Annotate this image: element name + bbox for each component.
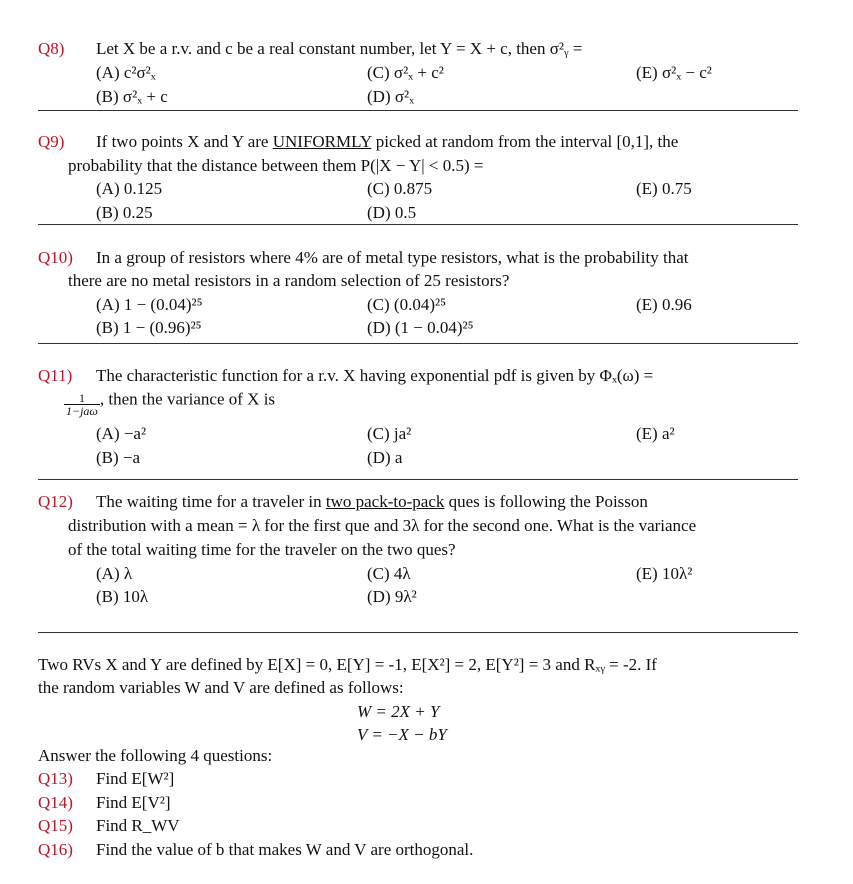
equation-v: V = −X − bY bbox=[357, 725, 447, 744]
q8-option-b: (B) σ²ₓ + c bbox=[96, 87, 168, 106]
q9-option-b: (B) 0.25 bbox=[96, 203, 153, 222]
q12-option-b: (B) 10λ bbox=[96, 587, 149, 606]
q12-option-a: (A) λ bbox=[96, 564, 133, 583]
group-intro-line1: Two RVs X and Y are defined by E[X] = 0, E[Y] = -1, E[X²] = 2, E[Y²] = 3 and Rₓᵧ = -2. If bbox=[38, 655, 657, 674]
q12-option-d: (D) 9λ² bbox=[367, 587, 417, 606]
q13-text: Find E[W²] bbox=[96, 769, 175, 788]
q9-option-e: (E) 0.75 bbox=[636, 179, 692, 198]
q9-option-c: (C) 0.875 bbox=[367, 179, 433, 198]
divider bbox=[38, 224, 798, 225]
q11-fraction-denominator: 1−jaω bbox=[66, 404, 98, 418]
q12-text-line3: of the total waiting time for the traveler on the two ques? bbox=[68, 540, 456, 559]
q11-option-a: (A) −a² bbox=[96, 424, 147, 443]
divider bbox=[38, 343, 798, 344]
q8-option-e: (E) σ²ₓ − c² bbox=[636, 63, 712, 82]
q10-option-a: (A) 1 − (0.04)²⁵ bbox=[96, 295, 203, 314]
q11-option-c: (C) ja² bbox=[367, 424, 412, 443]
q10-option-b: (B) 1 − (0.96)²⁵ bbox=[96, 318, 202, 337]
q12-text-post: ques is following the Poisson bbox=[444, 492, 648, 511]
q11-text-line2 bbox=[64, 388, 276, 418]
q10-option-c: (C) (0.04)²⁵ bbox=[367, 295, 447, 314]
q11-fraction bbox=[64, 392, 100, 417]
q8-option-a: (A) c²σ²ₓ bbox=[96, 63, 156, 82]
q12-option-c: (C) 4λ bbox=[367, 564, 411, 583]
q11-fraction-numerator: 1 bbox=[78, 391, 85, 405]
divider bbox=[38, 479, 798, 480]
q16-number: Q16) bbox=[38, 840, 73, 859]
q10-number: Q10) bbox=[38, 248, 73, 267]
divider bbox=[38, 632, 798, 633]
q11-text: The characteristic function for a r.v. X having exponential pdf is given by Φₓ(ω) = bbox=[96, 366, 654, 385]
q16-text: Find the value of b that makes W and V are orthogonal. bbox=[96, 840, 474, 859]
q9-text-underlined: UNIFORMLY bbox=[272, 132, 372, 151]
q8-option-d: (D) σ²ₓ bbox=[367, 87, 415, 106]
q11-option-e: (E) a² bbox=[636, 424, 675, 443]
answer-prompt: Answer the following 4 questions: bbox=[38, 746, 273, 765]
equation-w: W = 2X + Y bbox=[357, 702, 440, 721]
divider bbox=[38, 110, 798, 111]
q12-text-pre: The waiting time for a traveler in bbox=[96, 492, 326, 511]
q12-text-underlined: two pack-to-pack bbox=[325, 492, 445, 511]
q9-number: Q9) bbox=[38, 132, 65, 151]
q11-option-d: (D) a bbox=[367, 448, 403, 467]
q14-text: Find E[V²] bbox=[96, 793, 171, 812]
q9-text-post: picked at random from the interval [0,1], the bbox=[371, 132, 679, 151]
q10-option-d: (D) (1 − 0.04)²⁵ bbox=[367, 318, 474, 337]
q13-number: Q13) bbox=[38, 769, 73, 788]
q10-option-e: (E) 0.96 bbox=[636, 295, 692, 314]
q15-text: Find R_WV bbox=[96, 816, 180, 835]
q11-number: Q11) bbox=[38, 366, 73, 385]
q14-number: Q14) bbox=[38, 793, 73, 812]
q15-number: Q15) bbox=[38, 816, 73, 835]
q8-text: Let X be a r.v. and c be a real constant number, let Y = X + c, then σ²ᵧ = bbox=[96, 39, 583, 58]
q10-text-line2: there are no metal resistors in a random selection of 25 resistors? bbox=[68, 271, 510, 290]
q10-text: In a group of resistors where 4% are of metal type resistors, what is the probability that bbox=[96, 248, 689, 267]
q9-text bbox=[96, 131, 678, 153]
q12-option-e: (E) 10λ² bbox=[636, 564, 693, 583]
q8-option-c: (C) σ²ₓ + c² bbox=[367, 63, 444, 82]
q11-option-b: (B) −a bbox=[96, 448, 141, 467]
group-intro-line2: the random variables W and V are defined as follows: bbox=[38, 678, 404, 697]
q9-text-pre: If two points X and Y are bbox=[96, 132, 273, 151]
q8-number: Q8) bbox=[38, 39, 65, 58]
q9-text-line2: probability that the distance between them P(|X − Y| < 0.5) = bbox=[68, 156, 484, 175]
q12-number: Q12) bbox=[38, 492, 73, 511]
q12-text bbox=[96, 491, 648, 513]
q9-option-d: (D) 0.5 bbox=[367, 203, 417, 222]
q12-text-line2: distribution with a mean = λ for the first que and 3λ for the second one. What is the variance bbox=[68, 516, 697, 535]
q11-text-line2-rest: , then the variance of X is bbox=[99, 389, 276, 409]
q9-option-a: (A) 0.125 bbox=[96, 179, 163, 198]
